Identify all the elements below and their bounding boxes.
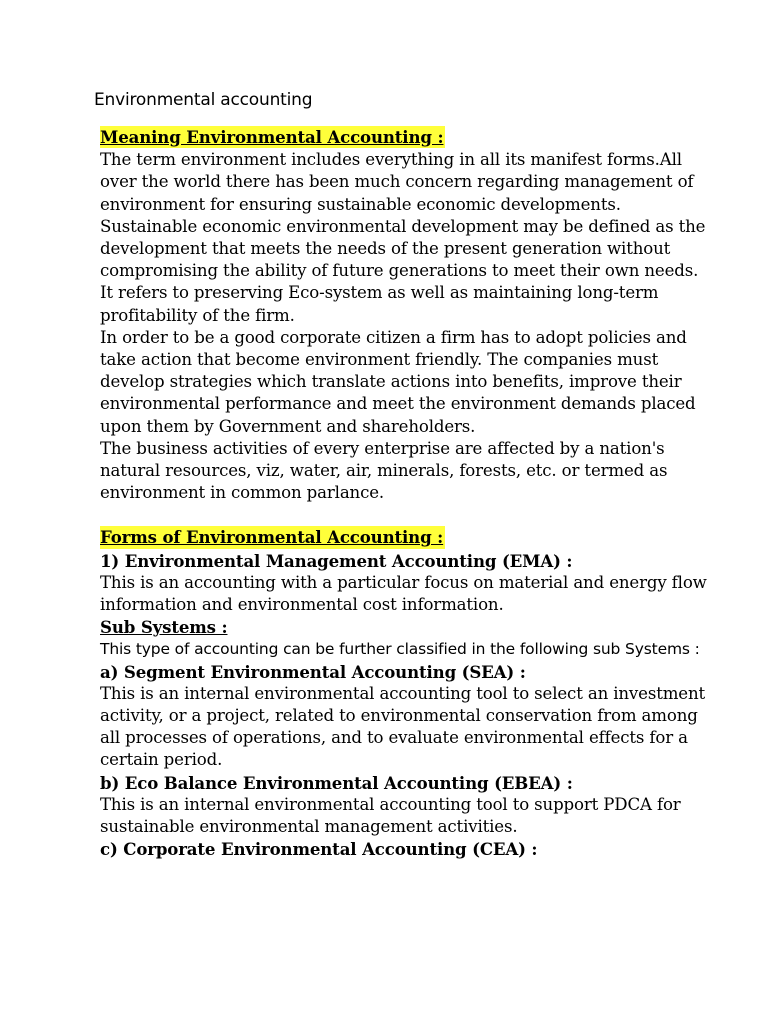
ebea-heading: b) Eco Balance Environmental Accounting (EBEA) : [100, 772, 573, 793]
ema-text: This is an accounting with a particular focus on material and energy flow information and environmental cost information. [100, 572, 707, 615]
document-body [100, 126, 712, 861]
paragraph-meaning-2: In order to be a good corporate citizen a firm has to adopt policies and take action that become environment friendly. The companies must develop strategies which translate actions into benefits, improve their environmental performance and meet the environment demands placed upon them by Government and shareholders. [100, 327, 696, 436]
section-meaning [100, 126, 712, 504]
cea-heading: c) Corporate Environmental Accounting (CEA) : [100, 839, 538, 860]
document-title: Environmental accounting [94, 90, 313, 110]
section-heading-meaning: Meaning Environmental Accounting : [100, 127, 444, 147]
ebea-text: This is an internal environmental accounting tool to support PDCA for sustainable environmental management activities. [100, 794, 681, 837]
section-heading-forms: Forms of Environmental Accounting : [100, 527, 444, 548]
section-spacer [100, 504, 712, 526]
subsystems-text: This type of accounting can be further classified in the following sub Systems : [100, 640, 700, 659]
paragraph-meaning-1: The term environment includes everything in all its manifest forms.All over the world there has been much concern regarding management of environment for ensuring sustainable economic developments. Sustainable economic environmental development may be defined as the development that meets the needs of the present generation without compromising the ability of future generations to meet their own needs. It refers to preserving Eco-system as well as maintaining long-term profitability of the firm. [100, 150, 706, 325]
section-forms [100, 526, 712, 860]
subsystems-heading: Sub Systems : [100, 617, 228, 638]
sea-text: This is an internal environmental accounting tool to select an investment activity, or a project, related to environmental conservation from among all processes of operations, and to evaluate environmental effects for a certain period. [100, 683, 706, 770]
ema-heading: 1) Environmental Management Accounting (EMA) : [100, 550, 573, 571]
sea-heading: a) Segment Environmental Accounting (SEA) : [100, 661, 526, 682]
paragraph-meaning-3: The business activities of every enterprise are affected by a nation's natural resources, viz, water, air, minerals, forests, etc. or termed as environment in common parlance. [100, 438, 668, 503]
